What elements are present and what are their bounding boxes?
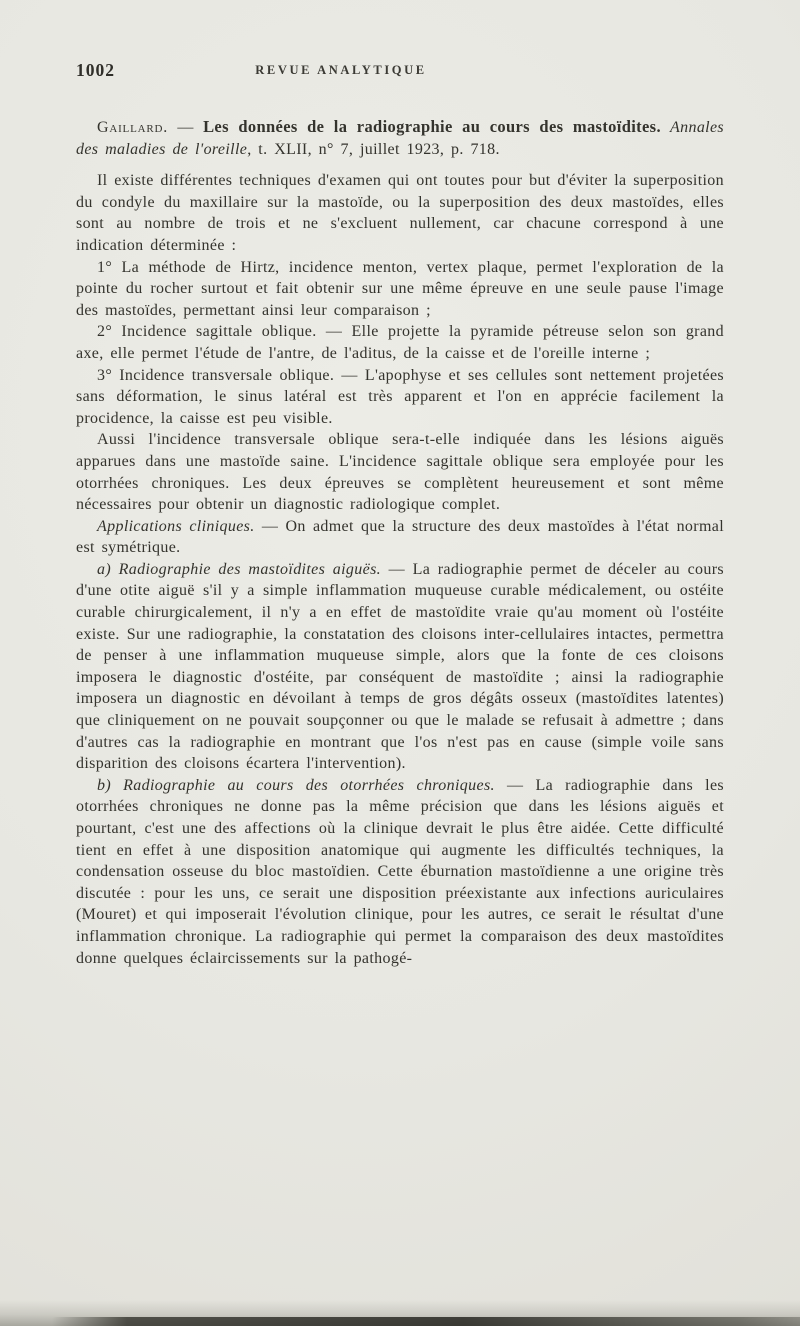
author-name: Gaillard. bbox=[97, 119, 169, 136]
paragraph-applications-cliniques bbox=[76, 516, 724, 559]
page-number: 1002 bbox=[76, 60, 115, 80]
paragraph-indications: Aussi l'incidence transversale oblique sera-t-elle indiquée dans les lésions aiguës apparues dans une mastoïde saine. L'incidence sagittale oblique sera employée pour les otorrhées chroniques. Les deux épreuves se complètent heureusement et sont même nécessaires pour obtenir un diagnostic radiologique complet. bbox=[76, 431, 724, 514]
citation-details: , t. XLII, n° 7, juillet 1923, p. 718. bbox=[247, 140, 500, 158]
paragraph-text: — On admet que la structure des deux mastoïdes à l'état normal est symétrique. bbox=[76, 517, 724, 557]
scan-edge-artifact bbox=[52, 1317, 800, 1326]
journal-name: Annales des maladies de l'oreille bbox=[76, 119, 724, 158]
paragraph-text: — La radiographie dans les otorrhées chroniques ne donne pas la même précision que dans les lésions aiguës et pourtant, c'est une des affections où la clinique devrait le plus être aidée. Cette difficulté tient en effet à une disposition anatomique qui augmente les difficultés techniques, la condensation osseuse du bloc mastoïdien. Cette éburnation mastoïdienne a une origine très discutée : pour les uns, ce serait une disposition préexistante aux infections auriculaires (Mouret) et qui imposerait l'évolution clinique, pour les autres, ce serait le résultat d'une inflammation chronique. La radiographie qui permet la comparaison des deux mastoïdites donne quelques éclaircissements sur la pathogé- bbox=[76, 776, 724, 967]
paragraph-introduction: Il existe différentes techniques d'examen qui ont toutes pour but d'éviter la superposition du condyle du maxillaire sur la mastoïde, ou la superposition des deux mastoïdes, elles sont au nombre de trois et ne s'excluent nullement, car chacune correspond à une indication déterminée : bbox=[76, 172, 724, 254]
article-title: Les données de la radiographie au cours des mastoïdites. bbox=[203, 117, 661, 136]
paragraph-lead-italic: a) Radiographie des mastoïdites aiguës. bbox=[97, 560, 381, 578]
paragraph-lead-italic: b) Radiographie au cours des otorrhées chroniques. bbox=[97, 776, 495, 794]
paragraph-mastoidites-aigues bbox=[76, 559, 724, 775]
article-body bbox=[76, 116, 724, 969]
paragraph-text: — La radiographie permet de déceler au cours d'une otite aiguë s'il y a simple inflammation muqueuse curable médicalement, ou ostéite curable chirurgicalement, il n'y a en effet de mastoïdite vraie qu'au moment où l'ostéite existe. Sur une radiographie, la constatation des cloisons inter-cellulaires intactes, permettra de penser à une inflammation muqueuse simple, alors que la fonte de ces cloisons imposera le diagnostic d'ostéite, par conséquent de mastoïdite ; ainsi la radiographie imposera un diagnostic en dévoilant à temps de gros dégâts osseux (mastoïdites latentes) que cliniquement on ne pouvait soupçonner ou que le malade se refusait à admettre ; dans d'autres cas la radiographie en montrant que l'os n'est pas en cause (simple voile sans disparition des cloisons écartera l'intervention). bbox=[76, 560, 725, 773]
entry-separator: — bbox=[168, 119, 204, 136]
paragraph-incidence-transversale: 3° Incidence transversale oblique. — L'apophyse et ses cellules sont nettement projetées sans déformation, le sinus latéral est très apparent et l'on en apprécie facilement la procidence, la caisse est peu visible. bbox=[76, 366, 724, 427]
paragraph-otorrhees-chroniques bbox=[76, 775, 724, 969]
running-title: REVUE ANALYTIQUE bbox=[255, 63, 427, 77]
page-header bbox=[76, 60, 724, 84]
paragraph-incidence-sagittale: 2° Incidence sagittale oblique. — Elle projette la pyramide pétreuse selon son grand axe, elle permet l'étude de l'antre, de l'aditus, de la caisse et de l'oreille interne ; bbox=[76, 323, 724, 362]
bibliographic-entry bbox=[76, 116, 724, 160]
paragraph-method-hirtz: 1° La méthode de Hirtz, incidence menton, vertex plaque, permet l'exploration de la pointe du rocher surtout et fait obtenir sur une même épreuve en une seule pause l'image des mastoïdes, permettant ainsi leur comparaison ; bbox=[76, 258, 724, 319]
paragraph-lead-italic: Applications cliniques. bbox=[97, 517, 255, 535]
